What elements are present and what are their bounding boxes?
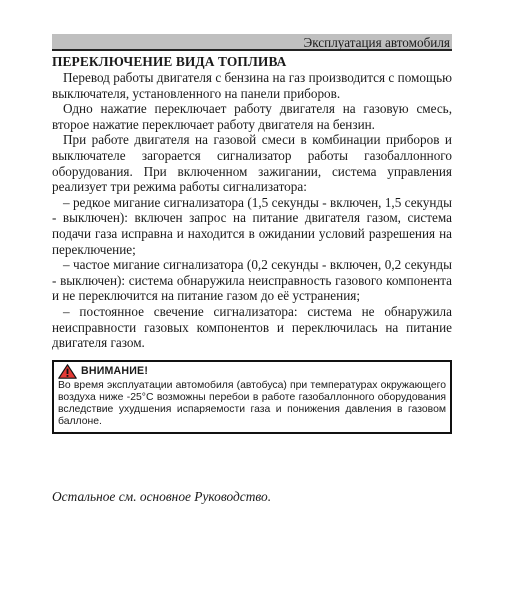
- warning-header: [58, 364, 446, 379]
- warning-box: [52, 360, 452, 434]
- paragraph: При работе двигателя на газовой смеси в комбинации приборов и выключателе загорается сигнализатор работы газобаллонного оборудования. При включенном зажигании, система управления реализует три режима работы сигнализатора:: [52, 132, 452, 195]
- paragraph: – редкое мигание сигнализатора (1,5 секунды - включен, 1,5 секунды - выключен): включен запрос на питание двигателя газом, система подачи газа исправна и находится в ожидании условий разрешения на переключение;: [52, 194, 452, 257]
- warning-text: Во время эксплуатации автомобиля (автобуса) при температурах окружающего воздуха ниже -25°С возможны перебои в работе газобаллонного оборудования вследствие ухудшения испаряемости газа и понижения давления в газовом баллоне.: [58, 379, 446, 428]
- warning-triangle-icon: [58, 364, 77, 379]
- running-header-text: Эксплуатация автомобиля: [303, 35, 450, 50]
- body-text: [52, 70, 452, 351]
- paragraph: – частое мигание сигнализатора (0,2 секунды - включен, 0,2 секунды - выключен): система обнаружила неисправность газового компонента и не переключится на питание газом до её устранения;: [52, 257, 452, 304]
- running-header: [52, 34, 452, 51]
- manual-page: [52, 34, 452, 434]
- paragraph: Перевод работы двигателя с бензина на газ производится с помощью выключателя, установленного на панели приборов.: [52, 70, 452, 101]
- paragraph: – постоянное свечение сигнализатора: система не обнаружила неисправности газовых компонентов и переключилась на питание двигателя газом.: [52, 303, 452, 351]
- section-title: ПЕРЕКЛЮЧЕНИЕ ВИДА ТОПЛИВА: [52, 54, 287, 69]
- footer-note: Остальное см. основное Руководство.: [52, 489, 272, 504]
- warning-title: ВНИМАНИЕ!: [81, 365, 149, 378]
- paragraph: Одно нажатие переключает работу двигателя на газовую смесь, второе нажатие переключает работу двигателя на бензин.: [52, 101, 452, 132]
